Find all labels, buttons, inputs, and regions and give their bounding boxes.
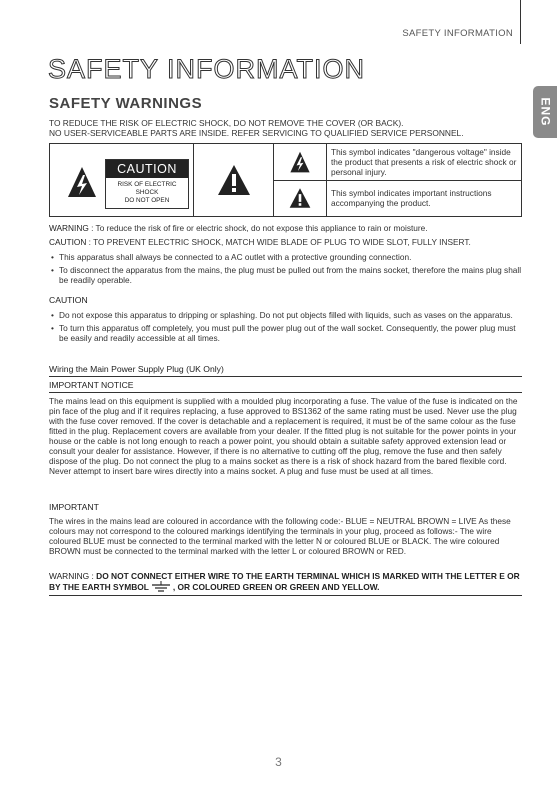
caution-plug-text: : TO PREVENT ELECTRIC SHOCK, MATCH WIDE BLADE OF PLUG TO WIDE SLOT, FULLY INSERT. [86, 237, 471, 247]
caution-label-cell [50, 144, 194, 216]
earth-symbol-icon [151, 581, 171, 592]
grounding-bullets [49, 252, 522, 285]
intro-line-1: TO REDUCE THE RISK OF ELECTRIC SHOCK, DO NOT REMOVE THE COVER (OR BACK). [49, 118, 404, 128]
symbol-description-column [327, 144, 521, 216]
warning-line [49, 223, 522, 233]
uk-plug-heading: Wiring the Main Power Supply Plug (UK Only) [49, 364, 522, 377]
exclamation-cell [194, 144, 274, 216]
caution-plug-line [49, 237, 522, 247]
bullet-disconnect: • To disconnect the apparatus from the mains, the plug must be pulled out from the mains socket, therefore the mains plug shall be readily operable. [49, 265, 522, 285]
exclamation-triangle-icon [217, 164, 251, 196]
section-title: SAFETY WARNINGS [49, 95, 203, 112]
intro-text [49, 118, 519, 138]
caution-label-heading: CAUTION [106, 160, 188, 178]
small-exclamation-cell [274, 181, 326, 217]
symbol-icon-column [274, 144, 327, 216]
bullet-dripping: • Do not expose this apparatus to dripping or splashing. Do not put objects filled with liquids, such as vases on the apparatus. [49, 310, 522, 320]
important-text: The wires in the mains lead are coloured in accordance with the following code:- BLUE = NEUTRAL BROWN = LIVE As these colours may not correspond to the coloured markings identifying the terminals in your plug, proceed as follows:- The wire coloured BLUE must be connected to the terminal marked with the letter N or coloured BLUE or BLACK. The wire coloured BROWN must be connected to the terminal marked with the letter L or coloured BROWN or RED. [49, 516, 511, 556]
bullet-grounding: • This apparatus shall always be connected to a AC outlet with a protective grounding connection. [49, 252, 522, 262]
intro-line-2: NO USER-SERVICEABLE PARTS ARE INSIDE. REFER SERVICING TO QUALIFIED SERVICE PERSONNEL. [49, 128, 464, 138]
page-number: 3 [275, 755, 282, 769]
earth-warning-label: WARNING : [49, 571, 97, 581]
small-lightning-cell [274, 144, 326, 181]
important-notice-heading: IMPORTANT NOTICE [49, 380, 522, 393]
running-header: SAFETY INFORMATION [402, 28, 513, 39]
caution-label-subtext [106, 178, 188, 208]
caution-label-sub-1: RISK OF ELECTRIC SHOCK [117, 181, 177, 196]
header-rule [520, 0, 521, 44]
warning-text: : To reduce the risk of fire or electric shock, do not expose this appliance to rain or moisture. [88, 223, 428, 233]
caution-label [105, 159, 189, 209]
small-lightning-triangle-icon [289, 151, 311, 173]
language-tab-label: ENG [538, 97, 553, 127]
lightning-triangle-icon [67, 166, 97, 198]
language-tab[interactable] [533, 86, 557, 138]
earth-warning-text-2: , OR COLOURED GREEN OR GREEN AND YELLOW. [172, 582, 380, 592]
caution-bullets [49, 310, 522, 343]
small-exclamation-triangle-icon [289, 187, 311, 209]
caution-label-sub-2: DO NOT OPEN [124, 197, 170, 204]
safety-symbol-table [49, 143, 522, 217]
earth-warning [49, 571, 522, 596]
important-heading: IMPORTANT [49, 502, 99, 512]
earth-warning-text-1: DO NOT CONNECT EITHER WIRE TO THE EARTH TERMINAL WHICH IS MARKED WITH THE LETTER E OR BY THE EARTH SYMBOL [49, 571, 520, 592]
bullet-power-plug: • To turn this apparatus off completely, you must pull the power plug out of the wall socket. Consequently, the power plug must be easily and readily accessible at all times. [49, 323, 522, 343]
warning-label: WARNING [49, 223, 89, 233]
important-notice-text: The mains lead on this equipment is supplied with a moulded plug incorporating a fuse. The value of the fuse is indicated on the pin face of the plug and if it requires replacing, a fuse approved to BS1362 of the same rating must be used. Never use the plug with the fuse cover removed. If the cover is detachable and a replacement is required, it must be of the same colour as the fuse fitted in the plug. Replacement covers are available from your dealer. If the fitted plug is not suitable for the power points in your house or the cable is not long enough to reach a power point, you should obtain a suitable safety approved extension lead or consult your dealer for assistance. However, if there is no alternative to cutting off the plug, remove the fuse and then safely dispose of the plug. Do not connect the plug to a mains socket as there is a risk of shock hazard from the bared flexible cord. Never attempt to insert bare wires directly into a mains socket. A plug and fuse must be used at all times. [49, 396, 518, 476]
dangerous-voltage-description: This symbol indicates "dangerous voltage" inside the product that presents a risk of electric shock or personal injury. [327, 144, 521, 181]
caution-plug-label: CAUTION [49, 237, 87, 247]
page-title: SAFETY INFORMATION [48, 54, 366, 84]
important-instructions-description: This symbol indicates important instructions accompanying the product. [331, 188, 492, 209]
caution-subheading: CAUTION [49, 295, 88, 305]
